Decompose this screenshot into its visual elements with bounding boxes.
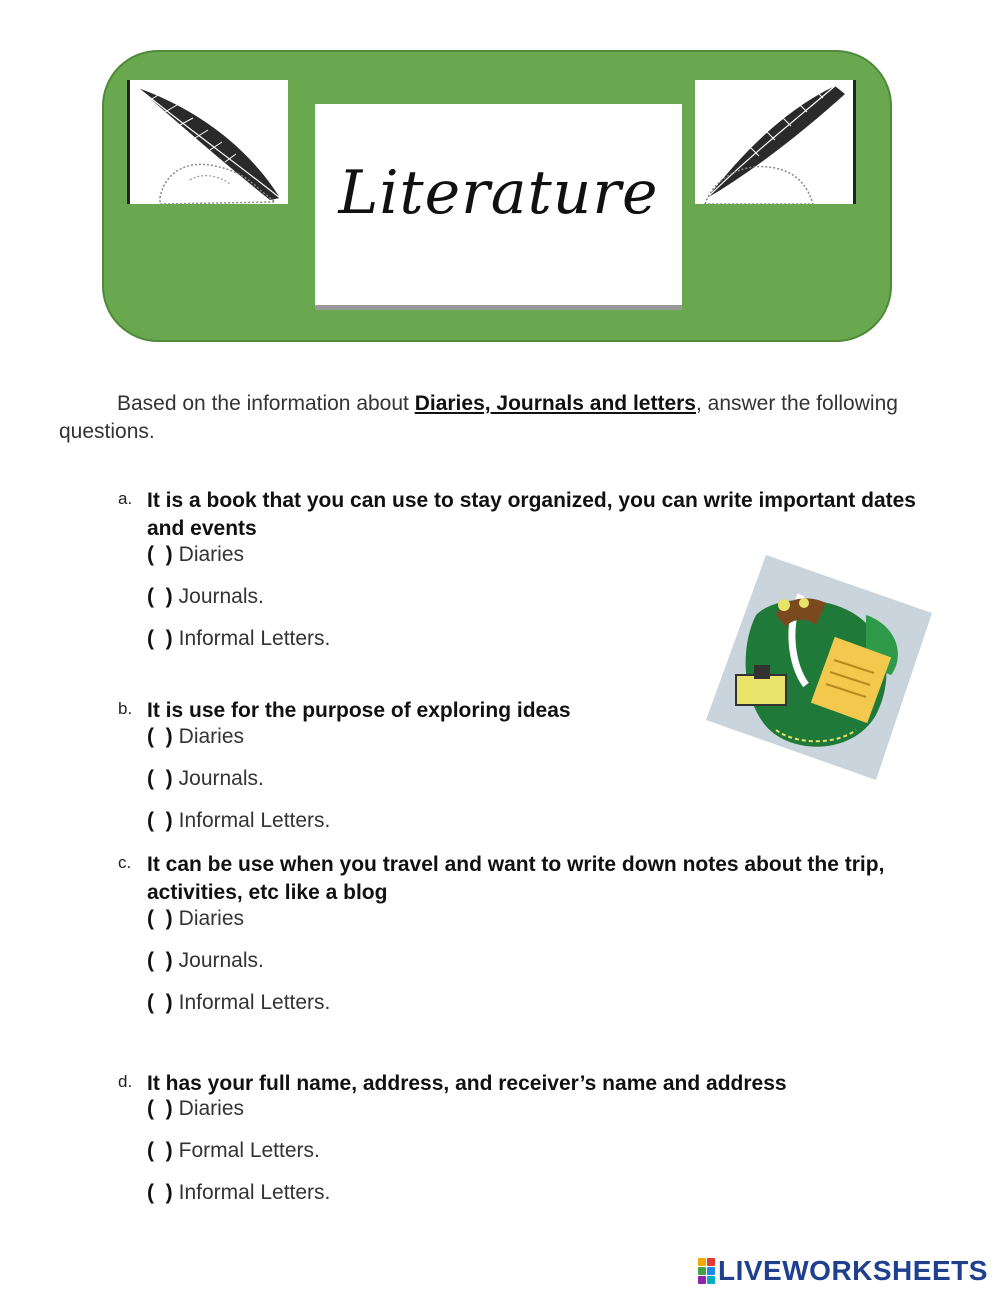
option-label: Informal Letters. — [178, 991, 331, 1014]
answer-blank[interactable]: ( ) — [147, 991, 173, 1014]
option-c-2[interactable] — [147, 949, 264, 973]
question-letter: c. — [118, 853, 132, 872]
question-letter: a. — [118, 489, 133, 508]
option-label: Diaries — [178, 725, 245, 748]
answer-blank[interactable]: ( ) — [147, 809, 173, 832]
question-b — [118, 697, 948, 725]
option-d-3[interactable] — [147, 1181, 330, 1205]
answer-blank[interactable]: ( ) — [147, 543, 173, 566]
answer-blank[interactable]: ( ) — [147, 907, 173, 930]
answer-blank[interactable]: ( ) — [147, 1097, 173, 1120]
answer-blank[interactable]: ( ) — [147, 1139, 173, 1162]
option-c-3[interactable] — [147, 991, 330, 1015]
option-c-1[interactable] — [147, 907, 244, 931]
answer-blank[interactable]: ( ) — [147, 585, 173, 608]
question-text: It has your full name, address, and receiver’s name and address — [147, 1072, 787, 1095]
quill-hand-right-image — [695, 80, 856, 204]
intro-topic: Diaries, Journals and letters — [414, 392, 696, 415]
answer-blank[interactable]: ( ) — [147, 627, 173, 650]
answer-blank[interactable]: ( ) — [147, 949, 173, 972]
option-label: Diaries — [178, 543, 245, 566]
quill-hand-left-image — [127, 80, 288, 204]
option-label: Informal Letters. — [178, 809, 331, 832]
question-text: It is a book that you can use to stay organized, you can write important dates and events — [147, 489, 916, 540]
option-label: Journals. — [178, 585, 264, 608]
option-label: Diaries — [178, 1097, 245, 1120]
option-b-1[interactable] — [147, 725, 244, 749]
answer-blank[interactable]: ( ) — [147, 1181, 173, 1204]
intro-text-before: Based on the information about — [117, 392, 415, 415]
option-label: Formal Letters. — [178, 1139, 320, 1162]
option-a-2[interactable] — [147, 585, 264, 609]
page-title: Literature — [338, 158, 659, 228]
option-label: Journals. — [178, 767, 264, 790]
writing-materials-illustration — [706, 555, 932, 780]
answer-blank[interactable]: ( ) — [147, 725, 173, 748]
option-label: Informal Letters. — [178, 1181, 331, 1204]
option-b-2[interactable] — [147, 767, 264, 791]
option-label: Diaries — [178, 907, 245, 930]
option-a-1[interactable] — [147, 543, 244, 567]
option-d-2[interactable] — [147, 1139, 320, 1163]
question-a — [118, 487, 948, 543]
intro-text-after: , answer the following questions. — [59, 392, 898, 443]
option-label: Journals. — [178, 949, 264, 972]
intro-paragraph — [59, 390, 939, 446]
question-letter: d. — [118, 1072, 133, 1091]
brand-text: LIVEWORKSHEETS — [718, 1255, 988, 1286]
question-text: It is use for the purpose of exploring ideas — [147, 699, 571, 722]
liveworksheets-logo — [698, 1255, 988, 1287]
option-d-1[interactable] — [147, 1097, 244, 1121]
title-card — [315, 104, 682, 310]
option-b-3[interactable] — [147, 809, 330, 833]
logo-blocks-icon — [698, 1258, 715, 1284]
option-a-3[interactable] — [147, 627, 330, 651]
question-letter: b. — [118, 699, 133, 718]
answer-blank[interactable]: ( ) — [147, 767, 173, 790]
question-c — [118, 851, 948, 907]
option-label: Informal Letters. — [178, 627, 331, 650]
question-text: It can be use when you travel and want to write down notes about the trip, activities, etc like a blog — [147, 853, 885, 904]
question-d — [118, 1070, 948, 1098]
